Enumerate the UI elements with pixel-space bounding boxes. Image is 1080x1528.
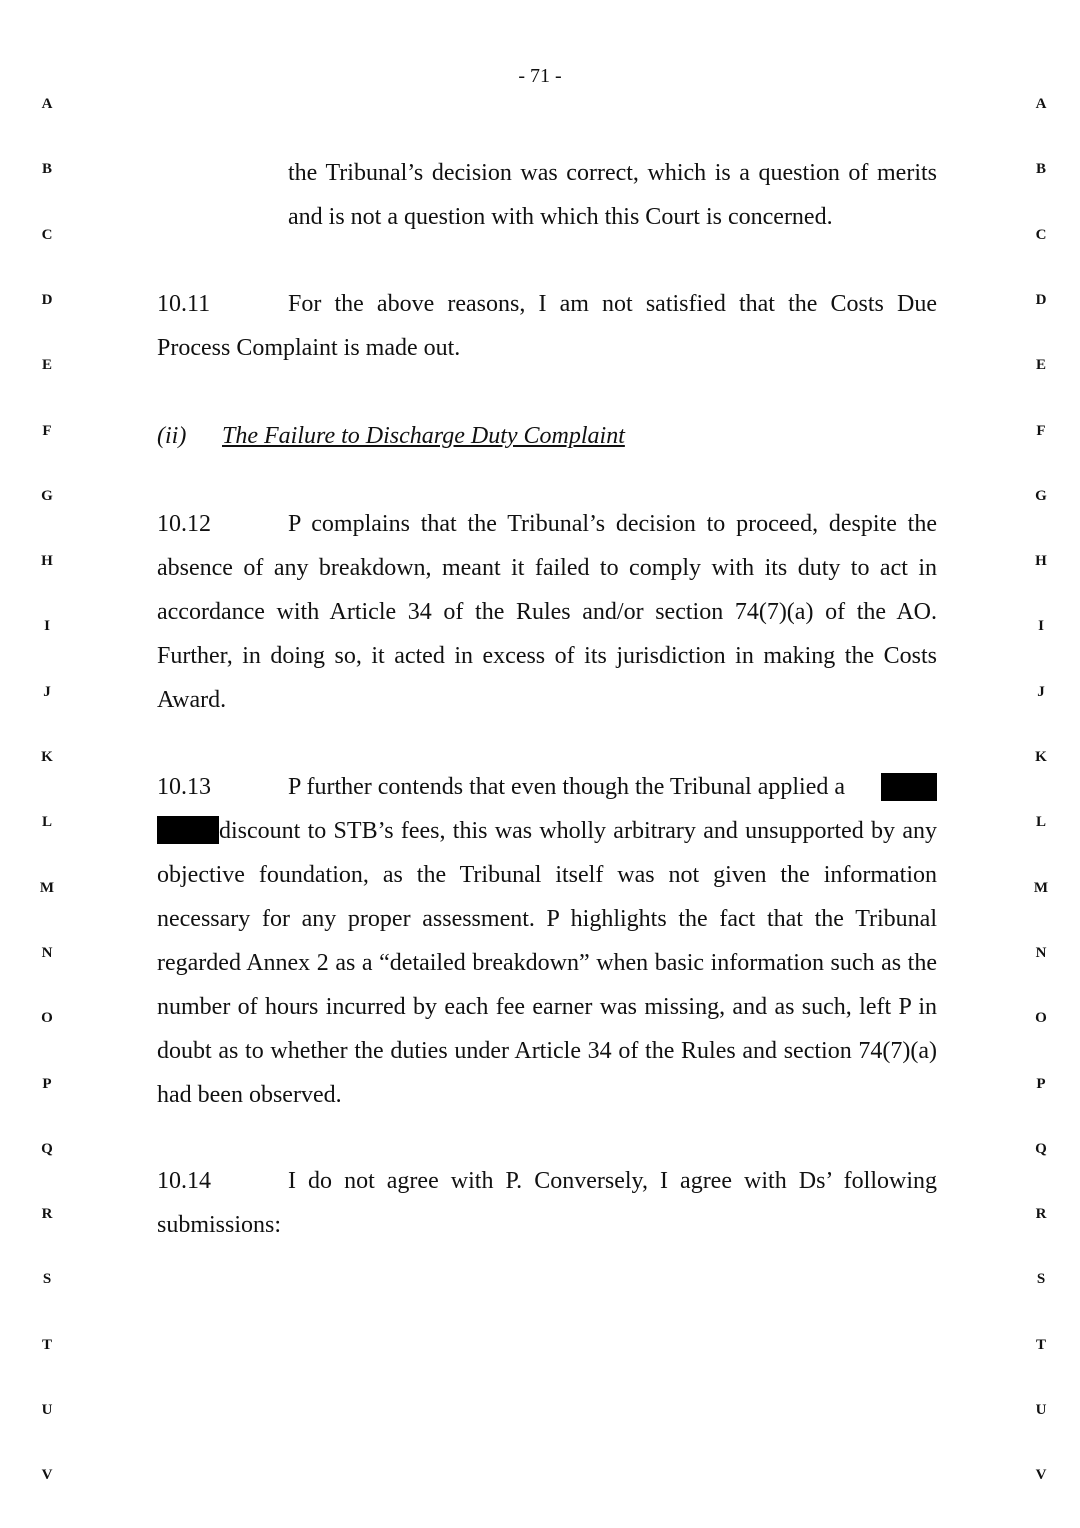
margin-letter-a: A (1035, 96, 1047, 112)
margin-letter-m: M (1033, 879, 1049, 896)
margin-letter-q: Q (41, 1140, 53, 1157)
paragraph-10-12 (157, 502, 937, 722)
margin-letter-h: H (41, 553, 53, 570)
right-margin-letters (1026, 0, 1056, 1528)
margin-letter-b: B (41, 161, 52, 178)
paragraph-10-14 (157, 1159, 937, 1247)
margin-letter-l: L (41, 814, 52, 831)
margin-letter-q: Q (1035, 1140, 1047, 1157)
margin-letter-u: U (1035, 1402, 1047, 1418)
margin-letter-f: F (1036, 422, 1046, 439)
margin-letter-p: P (1036, 1075, 1046, 1092)
margin-letter-e: E (41, 357, 52, 374)
margin-letter-j: J (1037, 683, 1045, 700)
paragraph-text-after-redaction: discount to STB’s fees, this was wholly arbitrary and unsupported by any objective foundation, as the Tribunal itself was not given the information necessary for any proper assessment. P highlights the fact that the Tribunal regarded Annex 2 as a “detailed breakdown” when basic information such as the number of hours incurred by each fee earner was missing, and as such, left P in doubt as to whether the duties under Article 34 of the Rules and section 74(7)(a) had been observed. (157, 818, 937, 1108)
margin-letter-n: N (1035, 944, 1047, 961)
margin-letter-s: S (1036, 1271, 1046, 1288)
redaction-box (157, 816, 219, 844)
margin-letter-n: N (41, 944, 53, 961)
heading-number: (ii) (157, 423, 187, 449)
margin-letter-a: A (41, 96, 53, 112)
left-margin-letters (32, 0, 62, 1528)
margin-letter-t: T (1035, 1336, 1046, 1353)
margin-letter-c: C (41, 226, 53, 243)
paragraph-number: 10.12 (157, 511, 211, 537)
margin-letter-r: R (41, 1206, 53, 1223)
margin-letter-o: O (41, 1010, 53, 1027)
margin-letter-v: V (41, 1467, 53, 1484)
paragraph-text: For the above reasons, I am not satisfied that the Costs Due Process Complaint is made out. (157, 291, 937, 361)
margin-letter-d: D (1035, 291, 1047, 308)
margin-letter-p: P (42, 1075, 52, 1092)
margin-letter-b: B (1035, 161, 1046, 178)
paragraph-number: 10.11 (157, 291, 211, 317)
margin-letter-t: T (41, 1336, 52, 1353)
heading-title: The Failure to Discharge Duty Complaint (222, 423, 625, 449)
margin-letter-s: S (42, 1271, 52, 1288)
margin-letter-l: L (1035, 814, 1046, 831)
paragraph-text: I do not agree with P. Conversely, I agree with Ds’ following submissions: (157, 1168, 937, 1238)
margin-letter-c: C (1035, 226, 1047, 243)
margin-letter-u: U (41, 1402, 53, 1418)
margin-letter-v: V (1035, 1467, 1047, 1484)
section-heading (157, 414, 937, 458)
page-number: - 71 - (518, 65, 562, 87)
margin-letter-k: K (1035, 749, 1047, 765)
margin-letter-g: G (41, 487, 53, 504)
margin-letter-g: G (1035, 487, 1047, 504)
margin-letter-k: K (41, 749, 53, 765)
margin-letter-m: M (39, 879, 55, 896)
margin-letter-e: E (1035, 357, 1046, 374)
margin-letter-j: J (43, 683, 51, 700)
margin-letter-h: H (1035, 553, 1047, 570)
margin-letter-d: D (41, 291, 53, 308)
paragraph-text-before-redaction: P further contends that even though the Tribunal applied a (288, 774, 846, 800)
margin-letter-o: O (1035, 1010, 1047, 1027)
margin-letter-r: R (1035, 1206, 1047, 1223)
paragraph-number: 10.13 (157, 774, 211, 800)
paragraph-10-13 (157, 765, 937, 1117)
paragraph-number: 10.14 (157, 1168, 211, 1194)
margin-letter-f: F (42, 422, 52, 439)
paragraph-text: P complains that the Tribunal’s decision to proceed, despite the absence of any breakdown, meant it failed to comply with its duty to act in accordance with Article 34 of the Rules and/or section 74(7)(a) of the AO. Further, in doing so, it acted in excess of its jurisdiction in making the Costs Award. (157, 511, 937, 713)
paragraph-10-11 (157, 282, 937, 370)
margin-letter-i: I (44, 618, 50, 635)
margin-letter-i: I (1038, 618, 1044, 635)
redaction-box (881, 773, 937, 801)
continuation-text: the Tribunal’s decision was correct, which is a question of merits and is not a question with which this Court is concerned. (288, 160, 937, 230)
